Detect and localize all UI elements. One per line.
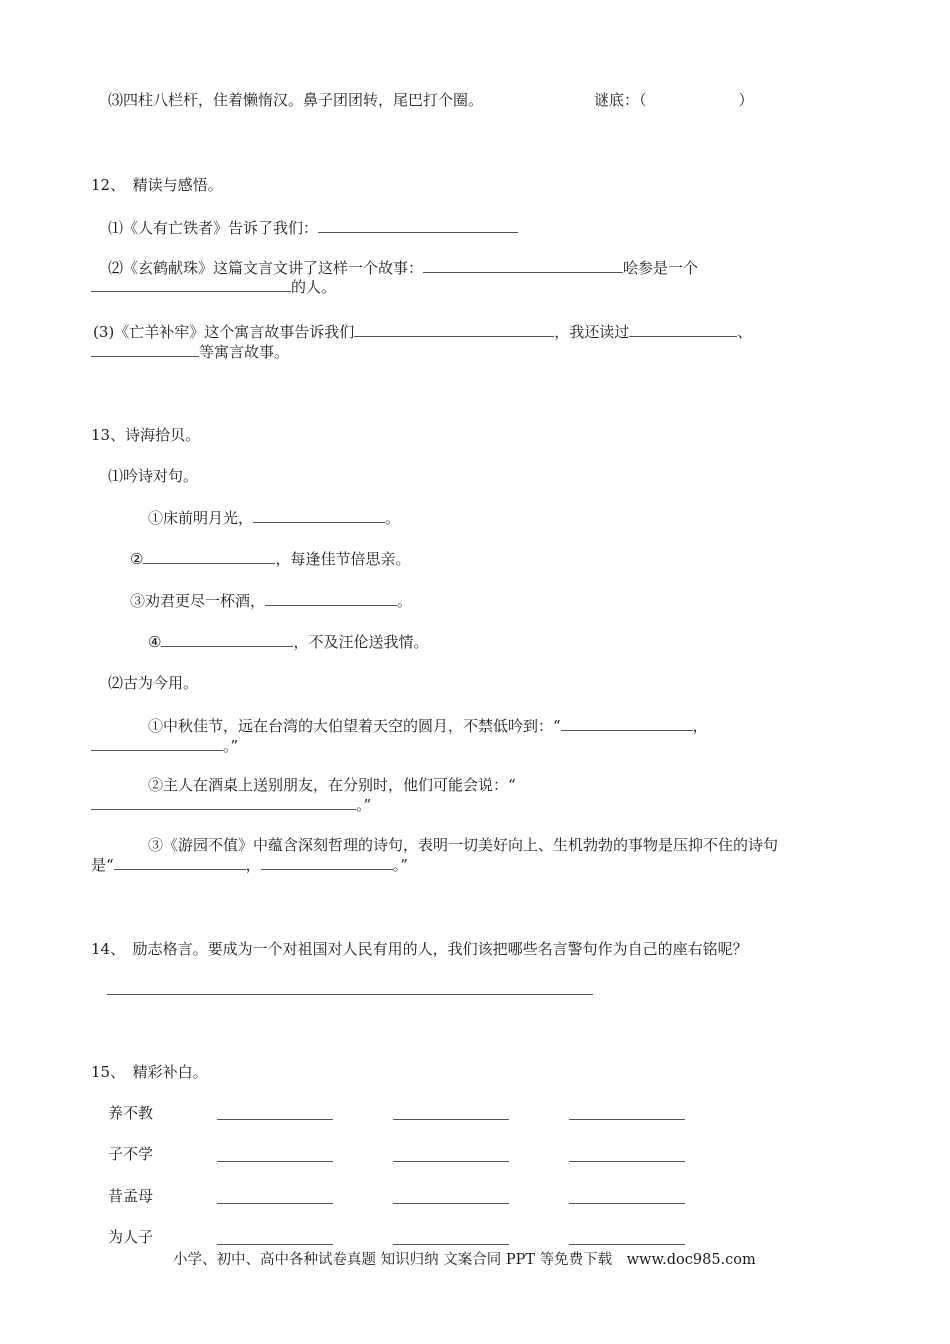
question-12-title: 12、 精读与感悟。 [91,176,223,194]
answer-line[interactable] [107,994,593,995]
riddle-3-text: ⑶四柱八栏杆，住着懒惰汉。鼻子团团转，尾巴打个圈。 [108,91,484,109]
answer-blank[interactable] [161,632,293,647]
question-13-title: 13、诗海拾贝。 [91,426,201,444]
q12-item-2: ⑵《玄鹤献珠》这篇文言文讲了这样一个故事： 哙参是一个 [108,259,699,277]
usage-3-cont: 是“ ， 。” [91,856,408,874]
answer-blank[interactable] [91,342,199,357]
answer-line[interactable] [393,1119,509,1120]
poem-line-4: ④ ，不及汪伦送我情。 [148,633,429,651]
answer-blank[interactable] [91,736,223,751]
answer-line[interactable] [569,1244,685,1245]
q12-item-2-cont: 的人。 [91,277,336,296]
fill-row-label: 养不教 [108,1104,154,1122]
q13-sub-2: ⑵古为今用。 [108,674,199,692]
usage-3: ③《游园不值》中蕴含深刻哲理的诗句，表明一切美好向上、生机勃勃的事物是压抑不住的诗句 [148,836,779,854]
fill-row-label: 昔孟母 [108,1187,154,1205]
answer-line[interactable] [217,1203,333,1204]
poem-line-2: ② ，每逢佳节倍思亲。 [130,550,411,568]
usage-2-cont: 。” [91,795,371,814]
answer-blank[interactable] [91,277,291,292]
usage-1: ①中秋佳节，远在台湾的大伯望着天空的圆月，不禁低吟到：“ ， [148,717,708,735]
usage-1-cont: 。” [91,736,238,755]
question-14-title: 14、 励志格言。要成为一个对祖国对人民有用的人，我们该把哪些名言警句作为自己的座右铭呢？ [91,940,748,958]
answer-blank[interactable] [561,716,693,731]
answer-blank[interactable] [143,549,275,564]
fill-row-label: 为人子 [108,1228,154,1246]
answer-blank[interactable] [318,218,518,233]
answer-line[interactable] [393,1203,509,1204]
answer-blank[interactable] [629,322,737,337]
page-footer: 小学、初中、高中各种试卷真题 知识归纳 文案合同 PPT 等免费下载 www.doc985.com [173,1252,756,1268]
riddle-3-answer: 谜底：（ ） [594,91,754,109]
answer-line[interactable] [217,1244,333,1245]
answer-line[interactable] [393,1161,509,1162]
answer-line[interactable] [569,1161,685,1162]
q13-sub-1: ⑴吟诗对句。 [108,467,199,485]
riddle-3 [108,91,483,109]
q12-item-3: (3)《亡羊补牢》这个寓言故事告诉我们 ，我还读过 、 [93,323,753,341]
answer-blank[interactable] [354,322,554,337]
answer-line[interactable] [217,1161,333,1162]
poem-line-3: ③劝君更尽一杯酒， 。 [130,592,413,610]
answer-blank[interactable] [253,508,385,523]
poem-line-1: ①床前明月光， 。 [148,509,401,527]
answer-blank[interactable] [91,795,356,810]
question-15-title: 15、 精彩补白。 [91,1063,208,1081]
fill-row-label: 子不学 [108,1145,154,1163]
answer-line[interactable] [217,1119,333,1120]
answer-blank[interactable] [114,855,246,870]
answer-blank[interactable] [261,855,393,870]
answer-blank[interactable] [423,258,623,273]
q12-item-1: ⑴《人有亡铁者》告诉了我们： [108,218,518,237]
usage-2: ②主人在酒桌上送别朋友，在分别时，他们可能会说：“ [148,776,516,794]
answer-line[interactable] [569,1203,685,1204]
answer-blank[interactable] [265,591,397,606]
answer-line[interactable] [569,1119,685,1120]
answer-line[interactable] [393,1244,509,1245]
q12-item-3-cont: 等寓言故事。 [91,342,289,361]
